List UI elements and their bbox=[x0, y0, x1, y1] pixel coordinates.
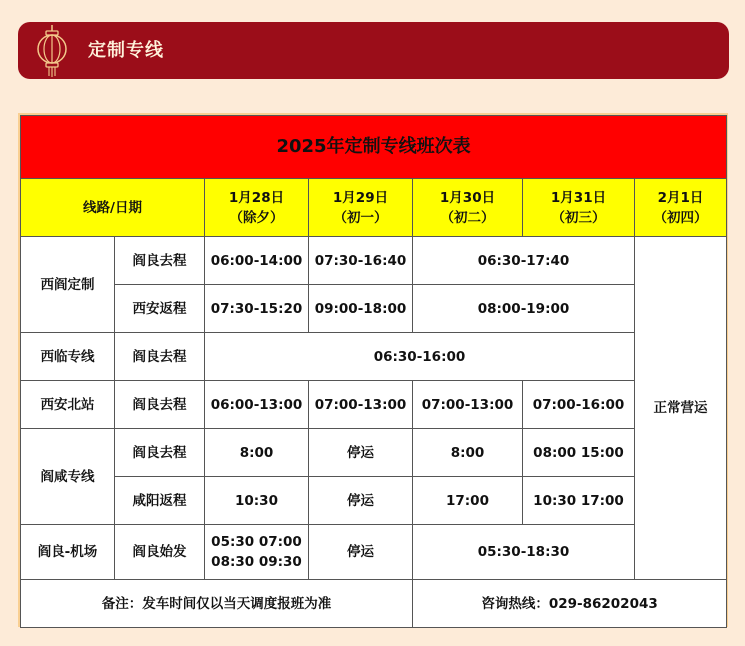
direction-label: 咸阳返程 bbox=[115, 477, 205, 525]
footer-hotline: 咨询热线：029-86202043 bbox=[413, 580, 727, 628]
date-header: 1月28日 （除夕） bbox=[205, 179, 309, 237]
date-header: 1月30日 （初二） bbox=[413, 179, 523, 237]
date-header: 1月31日 （初三） bbox=[523, 179, 635, 237]
time-cell: 08:00-19:00 bbox=[413, 285, 635, 333]
schedule-table bbox=[20, 115, 727, 628]
time-cell: 8:00 bbox=[413, 429, 523, 477]
lantern-icon bbox=[34, 25, 70, 77]
time-cell: 17:00 bbox=[413, 477, 523, 525]
time-cell: 10:30 17:00 bbox=[523, 477, 635, 525]
date-header: 1月29日 （初一） bbox=[309, 179, 413, 237]
footer-note: 备注：发车时间仅以当天调度报班为准 bbox=[21, 580, 413, 628]
route-name: 西阎定制 bbox=[21, 237, 115, 333]
time-cell: 停运 bbox=[309, 525, 413, 580]
direction-label: 阎良去程 bbox=[115, 429, 205, 477]
time-cell: 06:30-17:40 bbox=[413, 237, 635, 285]
time-cell: 07:00-13:00 bbox=[309, 381, 413, 429]
schedule-frame bbox=[18, 113, 728, 627]
section-header bbox=[18, 22, 729, 79]
time-cell: 10:30 bbox=[205, 477, 309, 525]
time-cell: 09:00-18:00 bbox=[309, 285, 413, 333]
route-name: 阎咸专线 bbox=[21, 429, 115, 525]
time-cell: 停运 bbox=[309, 429, 413, 477]
time-cell: 06:00-13:00 bbox=[205, 381, 309, 429]
route-name: 西临专线 bbox=[21, 333, 115, 381]
corner-label: 线路/日期 bbox=[21, 179, 205, 237]
direction-label: 阎良去程 bbox=[115, 381, 205, 429]
time-cell: 06:30-16:00 bbox=[205, 333, 635, 381]
time-cell: 07:00-16:00 bbox=[523, 381, 635, 429]
time-cell: 05:30-18:30 bbox=[413, 525, 635, 580]
time-cell: 07:30-15:20 bbox=[205, 285, 309, 333]
route-name: 阎良-机场 bbox=[21, 525, 115, 580]
time-cell: 07:30-16:40 bbox=[309, 237, 413, 285]
table-title: 2025年定制专线班次表 bbox=[21, 116, 727, 179]
date-header: 2月1日 （初四） bbox=[635, 179, 727, 237]
direction-label: 西安返程 bbox=[115, 285, 205, 333]
direction-label: 阎良去程 bbox=[115, 237, 205, 285]
direction-label: 阎良始发 bbox=[115, 525, 205, 580]
section-title: 定制专线 bbox=[88, 40, 164, 61]
time-cell: 08:00 15:00 bbox=[523, 429, 635, 477]
time-cell: 07:00-13:00 bbox=[413, 381, 523, 429]
time-cell: 停运 bbox=[309, 477, 413, 525]
direction-label: 阎良去程 bbox=[115, 333, 205, 381]
time-cell: 8:00 bbox=[205, 429, 309, 477]
feb1-status: 正常营运 bbox=[635, 237, 727, 580]
time-cell: 05:30 07:00 08:30 09:30 bbox=[205, 525, 309, 580]
route-name: 西安北站 bbox=[21, 381, 115, 429]
time-cell: 06:00-14:00 bbox=[205, 237, 309, 285]
